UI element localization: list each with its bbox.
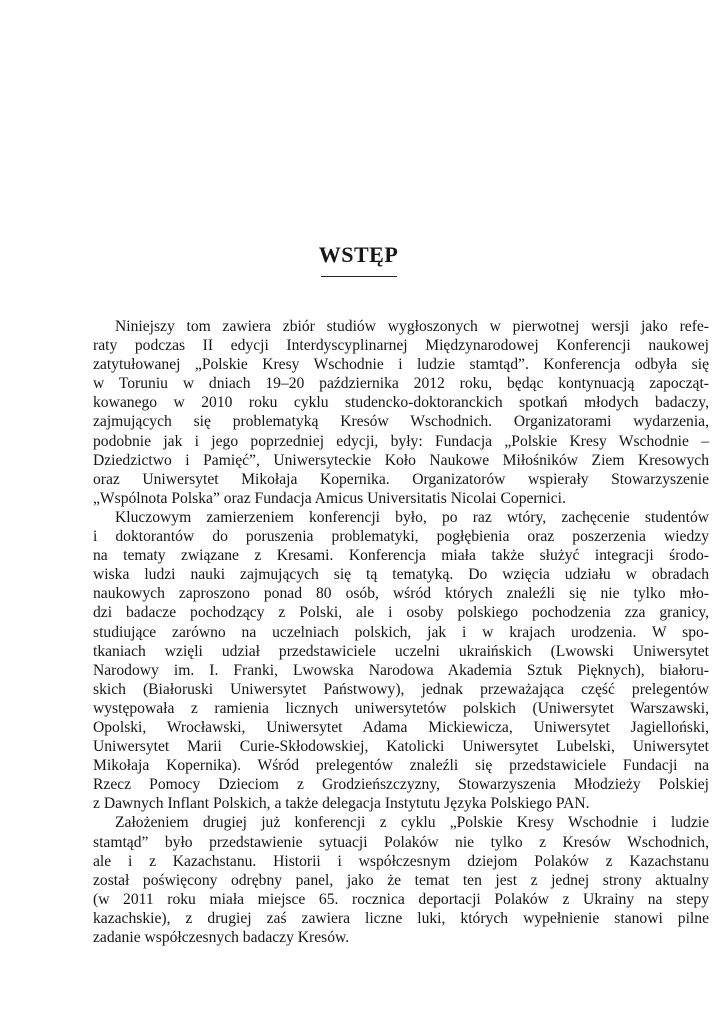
text-line: stamtąd” było przedstawienie sytuacji Polaków nie tylko z Kresów Wschodnich, bbox=[93, 833, 709, 851]
text-line: kazachskie), z drugiej zaś zawiera liczne luki, których wypełnienie stanowi pilne bbox=[93, 909, 709, 927]
text-line: zadanie współczesnych badaczy Kresów. bbox=[93, 929, 350, 946]
text-line: zatytułowanej „Polskie Kresy Wschodnie i ludzie stamtąd”. Konferencja odbyła się bbox=[93, 356, 709, 374]
text-line: w Toruniu w dniach 19–20 października 2012 roku, będąc kontynuacją zapocząt- bbox=[93, 375, 709, 393]
paragraph bbox=[93, 813, 709, 947]
text-line: i doktorantów do poruszenia problematyki, pogłębienia oraz poszerzenia wiedzy bbox=[93, 528, 709, 546]
text-line: wiska ludzi nauki zajmujących się tą tematyką. Do wzięcia udziału w obradach bbox=[93, 566, 709, 584]
title-underline-rule bbox=[321, 276, 397, 277]
text-line: występowała z ramienia licznych uniwersytetów polskich (Uniwersytet Warszawski, bbox=[93, 699, 709, 717]
text-line: skich (Białoruski Uniwersytet Państwowy), jednak przeważająca część prelegentów bbox=[93, 680, 709, 698]
text-line: Dziedzictwo i Pamięć”, Uniwersyteckie Koło Naukowe Miłośników Ziem Kresowych bbox=[93, 451, 709, 469]
text-line: Uniwersytet Marii Curie-Skłodowskiej, Katolicki Uniwersytet Lubelski, Uniwersytet bbox=[93, 738, 709, 756]
text-line: Rzecz Pomocy Dzieciom z Grodzieńszczyzny, Stowarzyszenia Młodzieży Polskiej bbox=[93, 776, 709, 794]
body-text bbox=[93, 317, 709, 947]
paragraph bbox=[93, 317, 709, 508]
text-line: naukowych zaproszono ponad 80 osób, wśród których znaleźli się nie tylko mło- bbox=[93, 585, 709, 603]
chapter-title: WSTĘP bbox=[318, 242, 399, 267]
paragraph bbox=[93, 508, 709, 814]
text-line: podobnie jak i jego poprzedniej edycji, były: Fundacja „Polskie Kresy Wschodnie – bbox=[93, 432, 709, 450]
text-line: na tematy związane z Kresami. Konferencja miała także służyć integracji środo- bbox=[93, 547, 709, 565]
text-line: Mikołaja Kopernika). Wśród prelegentów znaleźli się przedstawiciele Fundacji na bbox=[93, 757, 709, 775]
text-line: ale i z Kazachstanu. Historii i współczesnym dziejom Polaków z Kazachstanu bbox=[93, 852, 709, 870]
text-line: Niniejszy tom zawiera zbiór studiów wygłoszonych w pierwotnej wersji jako refe- bbox=[115, 318, 709, 335]
text-line: dzi badacze pochodzący z Polski, ale i osoby polskiego pochodzenia zza granicy, bbox=[93, 604, 709, 622]
text-line: (w 2011 roku miała miejsce 65. rocznica deportacji Polaków z Ukrainy na stepy bbox=[93, 890, 709, 908]
chapter-heading bbox=[0, 240, 717, 277]
text-line: oraz Uniwersytet Mikołaja Kopernika. Organizatorów wspierały Stowarzyszenie bbox=[93, 470, 709, 488]
text-line: raty podczas II edycji Interdyscyplinarnej Międzynarodowej Konferencji naukowej bbox=[93, 337, 709, 355]
text-line: tkaniach wzięli udział przedstawiciele uczelni ukraińskich (Lwowski Uniwersytet bbox=[93, 642, 709, 660]
text-line: Kluczowym zamierzeniem konferencji było, po raz wtóry, zachęcenie studentów bbox=[115, 508, 709, 526]
text-line: został poświęcony odrębny panel, jako że temat ten jest z jednej strony aktualny bbox=[93, 871, 709, 889]
text-line: Narodowy im. I. Franki, Lwowska Narodowa Akademia Sztuk Pięknych), białoru- bbox=[93, 661, 709, 679]
text-line: z Dawnych Inflant Polskich, a także delegacja Instytutu Języka Polskiego PAN. bbox=[93, 795, 590, 813]
text-line: Założeniem drugiej już konferencji z cyklu „Polskie Kresy Wschodnie i ludzie bbox=[115, 814, 709, 832]
text-line: studiujące zarówno na uczelniach polskich, jak i w krajach urodzenia. W spo- bbox=[93, 623, 709, 641]
text-line: zajmujących się problematyką Kresów Wschodnich. Organizatorami wydarzenia, bbox=[93, 413, 709, 431]
text-line: „Wspólnota Polska” oraz Fundacja Amicus Universitatis Nicolai Copernici. bbox=[93, 489, 566, 507]
text-line: kowanego w 2010 roku cyklu studencko-doktoranckich spotkań młodych badaczy, bbox=[93, 394, 709, 412]
text-line: Opolski, Wrocławski, Uniwersytet Adama Mickiewicza, Uniwersytet Jagielloński, bbox=[93, 718, 709, 736]
